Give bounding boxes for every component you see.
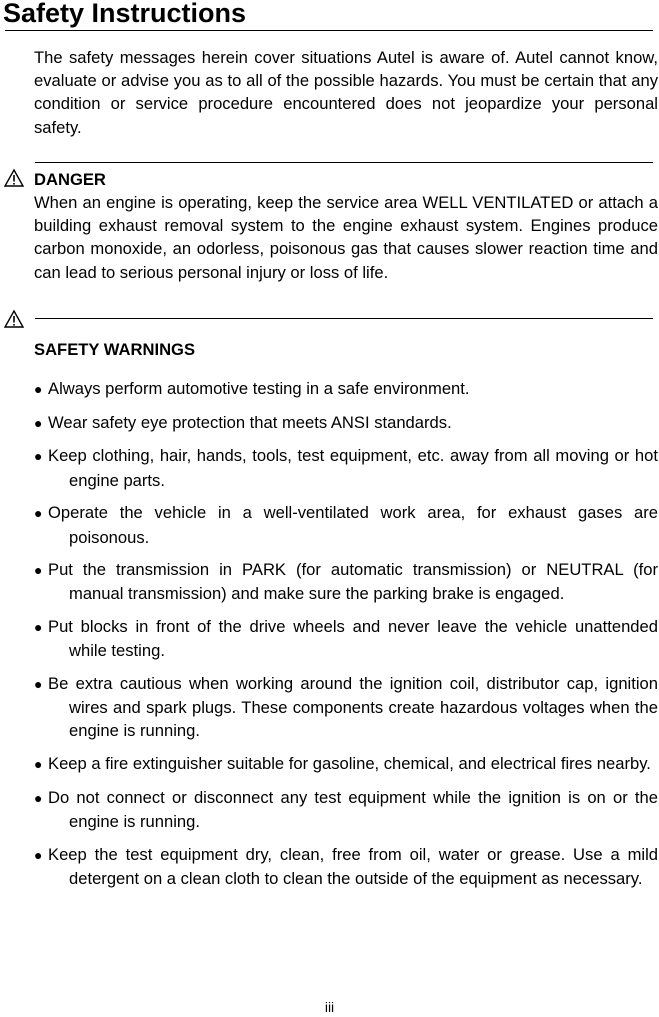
list-item <box>34 377 658 401</box>
list-item-text: Do not connect or disconnect any test equipment while the ignition is on or the engine is running. <box>48 787 658 832</box>
danger-title: DANGER <box>34 170 106 189</box>
danger-block <box>34 168 658 284</box>
intro-paragraph: The safety messages herein cover situations Autel is aware of. Autel cannot know, evaluate or advise you as to all of the possible hazards. You must be certain that any condition or service procedure encountered does not jeopardize your personal safety. <box>34 48 658 137</box>
danger-top-divider <box>35 162 653 163</box>
danger-text: When an engine is operating, keep the service area WELL VENTILATED or attach a building exhaust removal system to the engine exhaust system. Engines produce carbon monoxide, an odorless, poisonous gas that causes slower reaction time and can lead to serious personal injury or loss of life. <box>34 193 658 282</box>
bullet-icon: ● <box>34 448 43 465</box>
bullet-icon: ● <box>34 756 43 773</box>
list-item <box>34 411 658 435</box>
list-item-text: Keep the test equipment dry, clean, free from oil, water or grease. Use a mild detergent on a clean cloth to clean the outside of the equipment as necessary. <box>48 844 658 888</box>
list-item-text: Keep clothing, hair, hands, tools, test equipment, etc. away from all moving or hot engine parts. <box>48 446 658 490</box>
list-item <box>34 615 658 662</box>
list-item-text: Always perform automotive testing in a safe environment. <box>48 379 470 398</box>
safety-warnings-heading: SAFETY WARNINGS <box>34 340 196 359</box>
bullet-icon: ● <box>34 676 43 693</box>
warning-triangle-icon <box>3 309 25 329</box>
list-item <box>34 786 658 833</box>
bullet-icon: ● <box>34 381 43 397</box>
page-title: Safety Instructions <box>3 0 247 28</box>
list-item-text: Put blocks in front of the drive wheels and never leave the vehicle unattended while testing. <box>48 617 658 661</box>
danger-bottom-divider <box>35 318 653 319</box>
list-item-text: Wear safety eye protection that meets ANSI standards. <box>48 412 452 432</box>
bullet-icon: ● <box>34 619 43 636</box>
safety-warnings-list <box>34 377 658 900</box>
title-divider <box>5 30 653 31</box>
bullet-icon: ● <box>34 562 43 579</box>
list-item <box>34 752 658 776</box>
list-item <box>34 501 658 548</box>
bullet-icon: ● <box>34 414 43 431</box>
bullet-icon: ● <box>34 789 43 806</box>
bullet-icon: ● <box>34 505 43 522</box>
list-item-text: Be extra cautious when working around the ignition coil, distributor cap, ignition wires and spark plugs. These components create hazardous voltages when the engine is running. <box>48 674 658 741</box>
page-number: iii <box>324 999 335 1015</box>
list-item <box>34 843 658 890</box>
warning-triangle-icon <box>3 168 25 188</box>
list-item-text: Put the transmission in PARK (for automatic transmission) or NEUTRAL (for manual transmission) and make sure the parking brake is engaged. <box>48 560 658 604</box>
list-item <box>34 672 658 743</box>
list-item-text: Operate the vehicle in a well-ventilated work area, for exhaust gases are poisonous. <box>48 503 658 547</box>
list-item-text: Keep a fire extinguisher suitable for gasoline, chemical, and electrical fires nearby. <box>48 754 651 774</box>
list-item <box>34 444 658 491</box>
list-item <box>34 558 658 605</box>
bullet-icon: ● <box>34 846 43 863</box>
